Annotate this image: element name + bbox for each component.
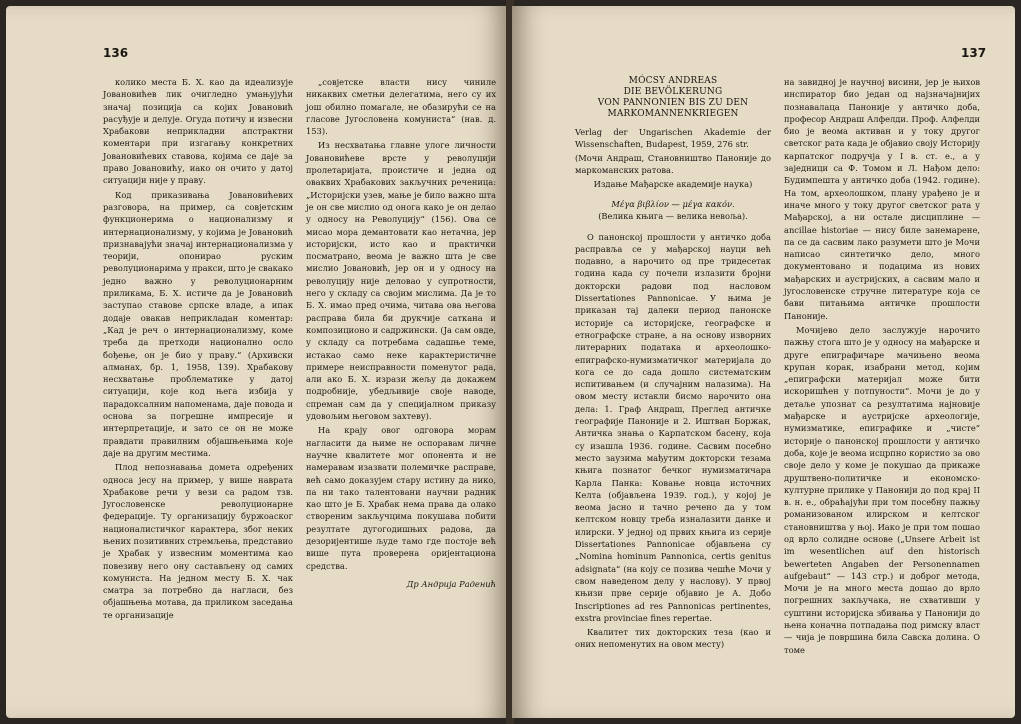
right-page — [512, 6, 1015, 718]
publisher-line: Verlag der Ungarischen Akademie der Wissenschaften, Budapest, 1959, 276 str. — [575, 127, 771, 149]
paragraph: На крају овог одговора морам нагласити да њиме не оспоравам личне научне квалитете мог опонента и не намеравам изазвати полемичке расправе, већ само доказујем стару истину да нико, па ни тако талентовани научни радник као што је Б. Храбак нема права да олако створеним закључцима покушава побити резултате дугогодишњих радова, да дезоријентише људе тамо где постоје већ више пута проверена оријентациона средства. — [306, 425, 496, 571]
motto-translation: (Велика књига — велика невоља). — [598, 211, 748, 222]
paragraph: на завидној је научној висини, јер је њихов инспиратор био један од најзначајнијих познавалаца Паноније у античко доба, професор Андраш Алфелди. Проф. Алфелди био је веома активан и у току другог светског рата када је објавио своју Историју карпатског подручја у I в. ст. е., а у заједници са Ф. Томом и Л. Нађом дело: Будимпешта у античко доба (1942. године). На том, археолошком, плану урађено је и иначе много у току другог светског рата у Мађарској, а ни остале дисциплине — ancillae historiae — нису биле занемарене, па се да сасвим лако разумети што је Мочи написао синтетичко дело, много документовано и подацима из нових мађарских и аустријских, а сасвим мало и југословенске стручне литературе која се бави питањима античке прошлости Паноније. — [784, 77, 980, 321]
paragraph: Код приказивања Јовановићевих разговора, на пример, са совјетским функционерима о национализму и интернационализму, у којима је Јовановић признавајући значај интернационализма у теорији, опонирао руским револуционарима у пракси, што је свакако једно важно у револуционарним приликама, Б. Х. истиче да је Јовановић заступао ставове српске владе, а ипак додаје овакав неприкладан коментар: „Кад је реч о интернационализму, коме треба да претходи национално осло бођење, он је био у праву.“ (Архивски алманах, бр. 1, 1958, 139). Храбакову несхватање проблематике у датој ситуацији, које код њега избија у парадоксалним напоменама, даје повода и основа за погрешне импресије и интерпретације, и зато се он не може правдати правилним објашњењима које даје на другим местима. — [103, 189, 293, 458]
publisher-line: Издање Мађарске академије наука) — [593, 179, 753, 189]
left-column-2 — [306, 76, 496, 590]
greek-motto: Μέγα βιβλίον — μέγα κακόν. — [611, 199, 735, 209]
paragraph: О панонској прошлости у античко доба расправља се у мађарској науци већ подавно, а нарочито од пре тридесетак година када су почели излазити бројни докторски радови под насловом Dissertationes Pannonicae. У њима је приказан тај далеки период панонске историје са историјске, географске и етнографске стране, а на основу изворних литерарних података и археолошко-епиграфско-нумизматичког материјала до кога се до сада дошло систематским испитивањем (и случајним налазима). На овом месту истакли бисмо нарочито она дела: 1. Граф Андраш, Преглед античке географије Паноније и 2. Иштван Боржак, Античка знања о Карпатском басену, која су изашла 1936. године. Сасвим посебно место заузима мађутим докторски тезама књига познатог бечког нумизматичара Карла Панка: Ковање новца источних Келта (објављена 1939. год.), у којој је веома јасно и тачно речено да у том келтском новцу треба изналазити данке и илирски. У једној од првих књига из серије Dissertationes Pannonicae објављена су „Nomina hominum Pannonica, certis genitus adsignata“ (на коју се позива чешће Мочи у свом наведеном делу у наслову). У првој књизи прве серије објавио је А. Добо Inscriptiones ad res Pannonicas pertinentes, exstra provinciae fines repertae. — [575, 231, 771, 623]
page-number-right: 137 — [961, 46, 987, 60]
paragraph: Из несхватања главне улоге личности Јовановићеве врсте у револуцији пролетаријата, проистиче и једна од оваквих Храбакових закључних реченица: „Историјски узев, мање је било важно шта је он све мислио од онога како је он делао у односу на Револуцију“ (156). Ова се мисао мора демантовати као нетачна, јер историјски, исто као и практички посматрано, веома је важно шта је све мислио Јовановић, јер он и у односу на револуцију није деловао у супротности, него у складу са својим мислима. Да је то Б. Х. имао пред очима, читава ова његова расправа била би друкчије саткана и композиционо и садржински. (Ја сам овде, у складу са потребама садашње теме, истакао само неке карактеристичне примере неисправности поменутог рада, али ако Б. Х. изрази жељу да докажем подробније, убедљивије своје наводе, спреман сам да у специјалном приказу удовољим његовом захтеву). — [306, 140, 496, 422]
paragraph: Плод непознавања домета одређених односа јесу на пример, у више наврата Храбакове речи у вези са радом тзв. Југословенске револуционарне федерације. Ту организацију буржоаског националистичког карактера, због неких њених позитивних стремљења, представио је Храбак у извесним моментима као повезиву него ону састављену од самих комуниста. На једном месту Б. Х. чак сматра за потребно да нагласи, без објашњења мотава, да приликом заседања те организације — [103, 462, 293, 620]
review-heading — [575, 76, 771, 120]
left-column-1 — [103, 76, 293, 621]
paragraph: Квалитет тих докторских теза (као и оних непоменутих на овом месту) — [575, 627, 771, 650]
publisher-line: (Мочи Андраш, Становништво Паноније до маркоманских ратова. — [575, 153, 771, 175]
paragraph: колико места Б. Х. као да идеализује Јовановићев лик очигледно умањујући значај позиција са којих Јовановић расуђује и делује. Огуда потичу и извесни Храбакови неприкладни апстрактни коментари при изгагању конкретних Јовановићевих ставова, којима се даје за право Јовановићу, иако он очито у датој ситуацији није у праву. — [103, 77, 293, 186]
right-column-1 — [575, 76, 771, 651]
author-signature: Др Андрија Раденић — [406, 578, 496, 589]
left-page — [6, 6, 508, 718]
right-column-2 — [784, 76, 980, 656]
page-number-left: 136 — [103, 46, 129, 60]
publication-details — [575, 126, 771, 190]
heading-line: MÓCSY ANDREAS — [628, 76, 718, 86]
paragraph: „совјетске власти нису чиниле никаквих сметњи делегатима, него су их још обилно помагале, не обазирући се на гласове Југословена комуниста“ (нав. д. 153). — [306, 77, 496, 137]
heading-line: DIE BEVÖLKERUNG — [623, 87, 723, 97]
heading-line: VON PANNONIEN BIS ZU DEN — [597, 98, 749, 108]
paragraph: Мочијево дело заслужује нарочито пажњу стога што је у односу на мађарске и друге епиграфичаре мачињено веома крупан корак, изабрани метод, којим „епиграфски материјал може бити искоришћен у потпуности“. Мочи је до у детаље упознат са резултатима најновије мађарске и аустријске археологије, нумизматике, епиграфике и „чисте“ историје о панонској прошлости у античко доба, које је веома исцрпно користио за ово своје дело у коме је покушао да прикаже друштвено-политичке и економско-културне прилике у Панонији до под крај II в. н. е., обраћајући при том посебну пажњу романизованом илирском и келтског становништва у њој. Иако је при том пошао од врло солидне основе („Unsere Arbeit ist im wesentlichen auf den historisch bewerteten Angaben der Personennamen aufgebaut“ — 143 стр.) и доброг метода, Мочи је на много места дошао до врло погрешних закључака, не схвативши у суштини историјска збивања у Панонији до њена коначна потпадања под римску власт — чија је површина била Савска долина. О томе — [784, 324, 980, 655]
heading-line: MARKOMANNENKRIEGEN — [607, 109, 739, 119]
